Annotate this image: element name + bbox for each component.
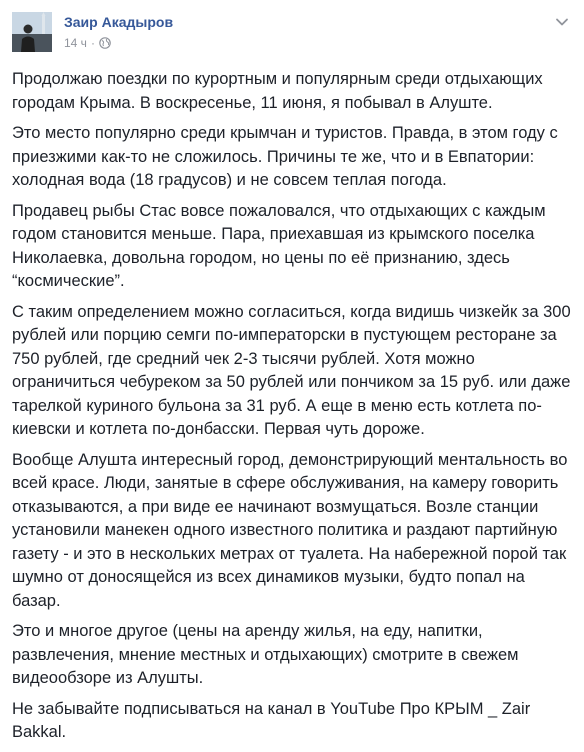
post-paragraph: Вообще Алушта интересный город, демонстрирующий ментальность во всей красе. Люди, занятые в сфере обслуживания, на камеру говорить отказываются, а при виде ее начинают возмущаться. Возле станции установили манекен одного известного политика и раздают партийную газету - и это в нескольких метрах от туалета. На набережной порой так шумно от доносящейся из всех динамиков музыки, будто попал на базар. [12,450,568,610]
post-header [12,12,572,56]
chevron-down-icon[interactable] [552,12,572,32]
post-paragraph: Это место популярно среди крымчан и туристов. Правда, в этом году с приезжими как-то не сложилось. Причины те же, что и в Евпатории: холодная вода (18 градусов) и не совсем теплая погода. [12,124,558,189]
post-paragraph: Продавец рыбы Стас вовсе пожаловался, что отдыхающих с каждым годом становится меньше. Пара, приехавшая из крымского поселка Николаевка, довольна городом, но цены по её признанию, здесь “космические”. [12,201,546,290]
author-name-link[interactable]: Заир Акадыров [64,14,174,30]
post-paragraph: Это и многое другое (цены на аренду жилья, на еду, напитки, развлечения, мнение местных и отдыхающих) смотрите в свежем видеообзоре из Алушты. [12,622,519,687]
post-paragraph: Не забывайте подписываться на канал в YouTube Про КРЫМ _ Zair Bakkal. [12,699,531,741]
post-body [12,68,574,752]
post-paragraph: С таким определением можно согласиться, когда видишь чизкейк за 300 рублей или порцию семги по-императорски в пустующем ресторане за 750 рублей, где средний чек 2-3 тысячи рублей. Хотя можно ограничиться чебуреком за 50 рублей или пончиком за 15 руб. или даже тарелкой куриного бульона за 31 руб. А еще в меню есть котлета по-киевски и котлета по-донбасски. Первая чуть дороже. [12,302,571,438]
post-meta [64,36,111,50]
avatar-photo-icon [12,12,52,52]
author-avatar[interactable] [12,12,52,52]
post-timestamp[interactable]: 14 ч [64,36,87,50]
meta-separator: · [90,36,95,50]
post-paragraph: Продолжаю поездки по курортным и популярным среди отдыхающих городам Крыма. В воскресенье, 11 июня, я побывал в Алуште. [12,70,543,112]
globe-icon[interactable] [99,37,111,49]
